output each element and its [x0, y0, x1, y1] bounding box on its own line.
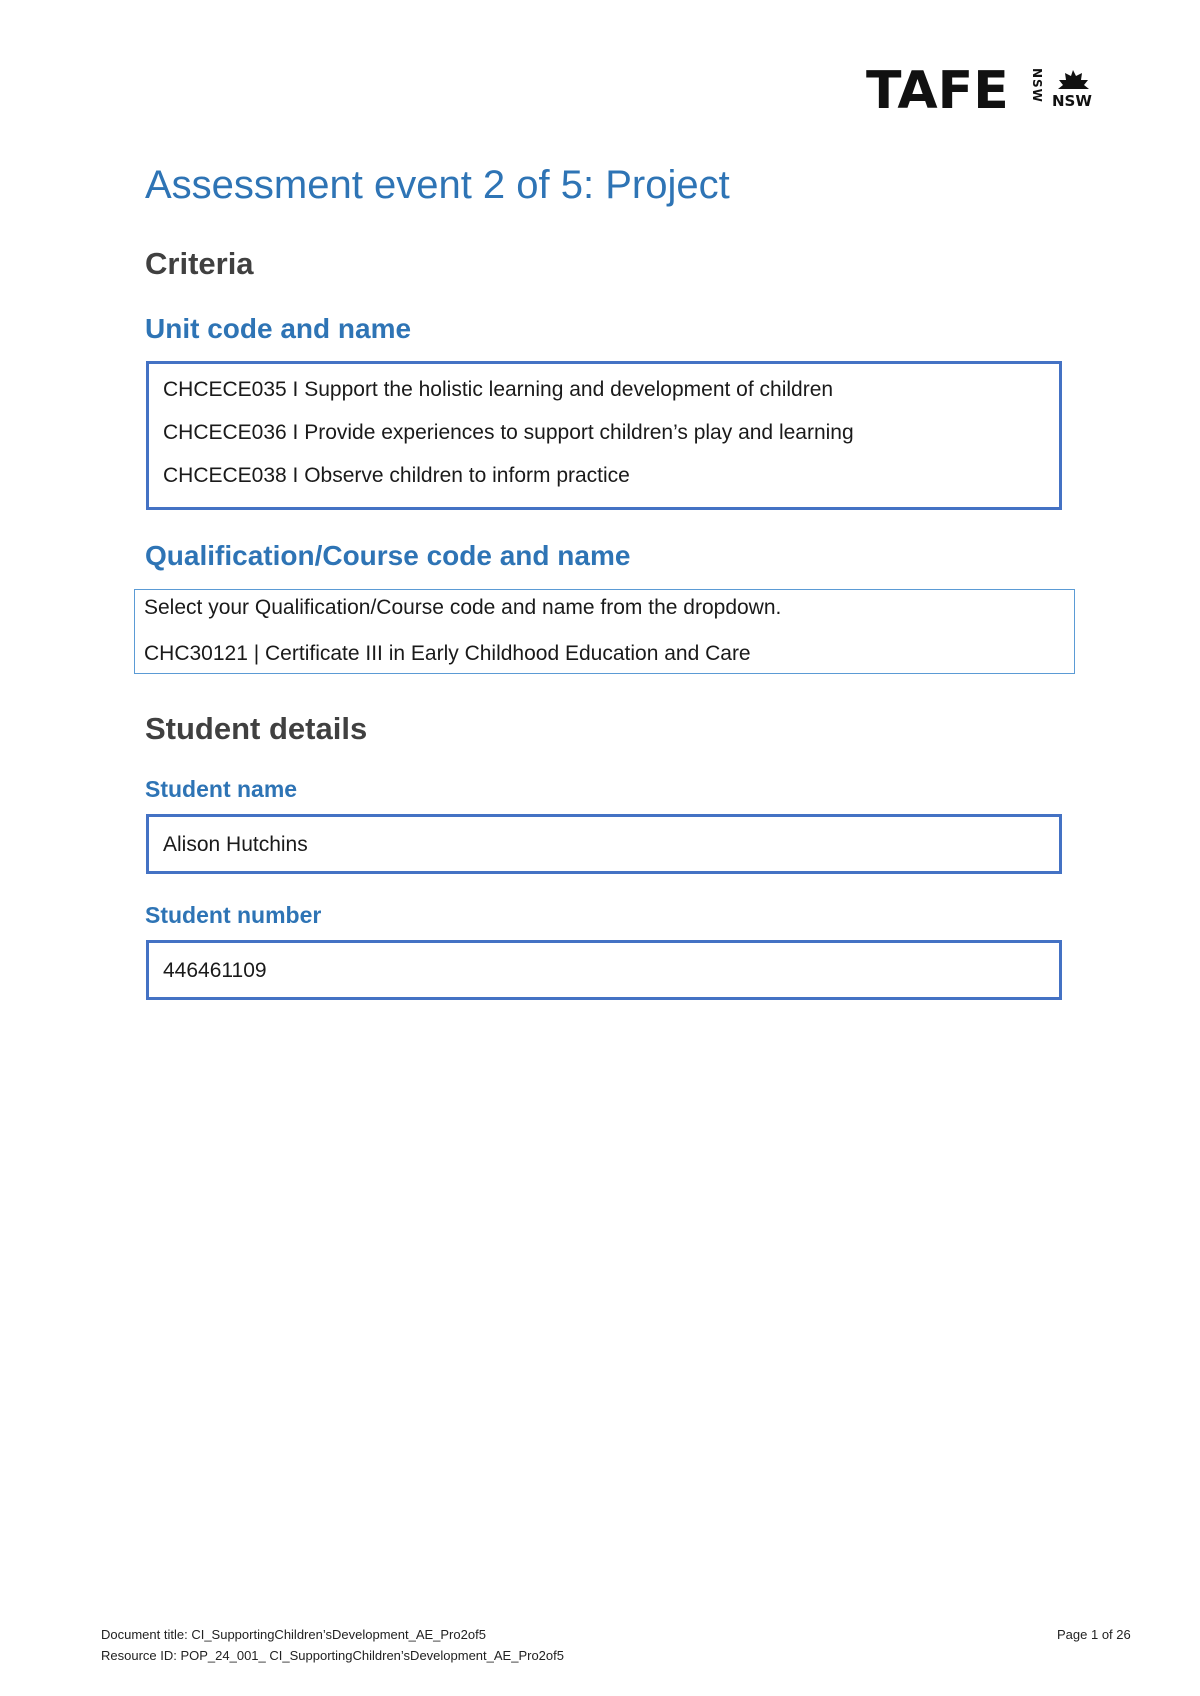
qualification-heading: Qualification/Course code and name	[145, 540, 631, 571]
logo-nsw-vertical-text: NSW	[1030, 68, 1044, 103]
unit-list-box	[146, 361, 1062, 510]
page-title: Assessment event 2 of 5: Project	[145, 163, 730, 207]
unit-heading: Unit code and name	[145, 313, 412, 344]
unit-item: CHCECE036 I Provide experiences to support children’s play and learning	[163, 421, 854, 444]
criteria-heading: Criteria	[145, 246, 254, 281]
logo-nsw-government-text: NSW	[1052, 92, 1092, 110]
footer-page-number: Page 1 of 26	[1057, 1627, 1131, 1642]
student-name-field[interactable]	[146, 814, 1062, 874]
student-number-value: 446461109	[163, 959, 267, 982]
qualification-instruction: Select your Qualification/Course code and name from the dropdown.	[144, 596, 782, 619]
student-number-field[interactable]	[146, 940, 1062, 1000]
student-name-label: Student name	[145, 776, 298, 802]
footer-document-title: Document title: CI_SupportingChildren’sDevelopment_AE_Pro2of5	[101, 1627, 486, 1642]
unit-item: CHCECE035 I Support the holistic learning and development of children	[163, 378, 834, 401]
footer-resource-id: Resource ID: POP_24_001_ CI_SupportingChildren’sDevelopment_AE_Pro2of5	[101, 1648, 564, 1663]
student-number-label: Student number	[145, 902, 322, 928]
unit-item: CHCECE038 I Observe children to inform practice	[163, 464, 630, 487]
student-name-value: Alison Hutchins	[163, 833, 308, 856]
student-details-heading: Student details	[145, 711, 368, 746]
qualification-box	[134, 589, 1075, 674]
tafe-nsw-logo	[866, 61, 1096, 121]
qualification-dropdown[interactable]: CHC30121 | Certificate III in Early Childhood Education and Care	[144, 642, 751, 665]
logo-tafe-text: TAFE	[866, 61, 1009, 121]
